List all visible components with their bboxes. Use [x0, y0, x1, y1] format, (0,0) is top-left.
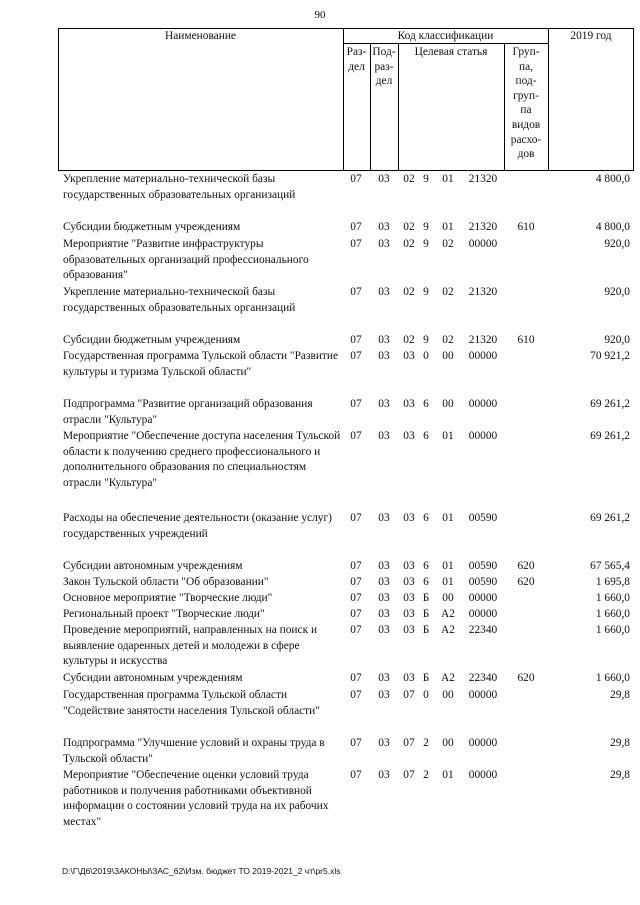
row-code-2: 03 [378, 737, 390, 749]
row-code-4: 9 [423, 221, 429, 233]
page-number: 90 [314, 9, 326, 21]
row-code-3: 03 [403, 350, 415, 362]
row-amount: 67 565,4 [590, 560, 630, 572]
row-code-6: 00000 [468, 398, 498, 410]
row-code-1: 07 [350, 737, 362, 749]
row-code-6: 21320 [468, 334, 498, 346]
row-code-6: 00590 [468, 512, 498, 524]
row-code-1: 07 [350, 624, 362, 636]
row-amount: 1 660,0 [595, 624, 630, 636]
row-code-5: А2 [441, 624, 455, 636]
row-amount: 1 660,0 [595, 672, 630, 684]
row-code-6: 00000 [468, 737, 498, 749]
row-code-1: 07 [350, 286, 362, 298]
row-amount: 4 800,0 [595, 221, 630, 233]
row-amount: 69 261,2 [590, 398, 630, 410]
row-code-3: 07 [403, 689, 415, 701]
row-name: Мероприятие "Развитие инфраструктуры образовательных организаций профессионального образования" [63, 238, 309, 282]
row-amount: 920,0 [604, 286, 630, 298]
row-code-2: 03 [378, 608, 390, 620]
row-code-1: 07 [350, 689, 362, 701]
row-name: Подпрограмма "Развитие организаций образования отрасли "Культура" [63, 398, 313, 426]
row-code-5: А2 [441, 672, 455, 684]
row-code-4: 9 [423, 238, 429, 250]
row-code-1: 07 [350, 560, 362, 572]
row-amount: 920,0 [604, 334, 630, 346]
header-razdel: Раз- дел [346, 46, 367, 73]
row-code-2: 03 [378, 624, 390, 636]
row-code-2: 03 [378, 286, 390, 298]
row-amount: 29,8 [610, 689, 630, 701]
table-header [58, 28, 634, 170]
row-code-3: 03 [403, 624, 415, 636]
row-code-6: 00590 [468, 576, 498, 588]
header-target: Целевая статья [414, 46, 488, 58]
row-code-3: 07 [403, 737, 415, 749]
row-code-4: 6 [423, 560, 429, 572]
row-code-3: 02 [403, 286, 415, 298]
row-name: Субсидии бюджетным учреждениям [63, 221, 241, 233]
row-code-2: 03 [378, 398, 390, 410]
row-name: Основное мероприятие "Творческие люди" [63, 592, 273, 604]
row-code-1: 07 [350, 769, 362, 781]
row-code-2: 03 [378, 221, 390, 233]
row-code-5: 01 [442, 512, 454, 524]
row-code-4: 6 [423, 576, 429, 588]
row-code-4: 0 [423, 689, 429, 701]
row-code-5: 01 [442, 560, 454, 572]
row-code-6: 00000 [468, 430, 498, 442]
header-year: 2019 год [570, 30, 612, 42]
row-code-1: 07 [350, 398, 362, 410]
row-code-2: 03 [378, 238, 390, 250]
row-code-5: 01 [442, 576, 454, 588]
row-code-6: 21320 [468, 221, 498, 233]
row-code-3: 03 [403, 672, 415, 684]
row-amount: 69 261,2 [590, 430, 630, 442]
row-name: Региональный проект "Творческие люди" [63, 608, 265, 620]
row-name: Укрепление материально-технической базы государственных образовательных организаций [63, 286, 296, 314]
row-code-2: 03 [378, 576, 390, 588]
row-name: Закон Тульской области "Об образовании" [63, 576, 269, 588]
row-code-1: 07 [350, 592, 362, 604]
row-code-2: 03 [378, 592, 390, 604]
row-name: Расходы на обеспечение деятельности (оказание услуг) государственных учреждений [63, 512, 332, 540]
row-code-4: 2 [423, 769, 429, 781]
row-code-2: 03 [378, 689, 390, 701]
row-code-5: 00 [442, 398, 454, 410]
row-code-6: 00590 [468, 560, 498, 572]
row-code-1: 07 [350, 608, 362, 620]
row-code-3: 03 [403, 560, 415, 572]
row-code-6: 22340 [468, 624, 498, 636]
row-code-3: 02 [403, 238, 415, 250]
row-name: Субсидии автономным учреждениям [63, 560, 243, 572]
row-code-7: 610 [517, 334, 535, 346]
row-code-3: 03 [403, 592, 415, 604]
row-code-2: 03 [378, 350, 390, 362]
row-code-6: 22340 [468, 672, 498, 684]
row-code-4: Б [422, 592, 430, 604]
row-code-4: 9 [423, 286, 429, 298]
row-name: Государственная программа Тульской области "Содействие занятости населения Тульской области" [63, 689, 320, 717]
row-code-4: 0 [423, 350, 429, 362]
row-code-6: 00000 [468, 769, 498, 781]
row-code-3: 03 [403, 430, 415, 442]
row-code-5: 01 [442, 769, 454, 781]
row-code-1: 07 [350, 430, 362, 442]
row-code-5: 01 [442, 221, 454, 233]
row-amount: 1 660,0 [595, 608, 630, 620]
row-code-3: 02 [403, 334, 415, 346]
file-path-footer: D:\Г\Д6\2019\ЗАКОНЫ\ЗАС_62\Изм. бюджет ТО 2019-2021_2 чт\pr5.xls [62, 866, 341, 876]
row-amount: 69 261,2 [590, 512, 630, 524]
row-code-3: 03 [403, 608, 415, 620]
row-amount: 4 800,0 [595, 173, 630, 185]
row-code-6: 00000 [468, 238, 498, 250]
row-name: Мероприятие "Обеспечение оценки условий труда работников и получения работниками объективной информации о состоянии условий труда на их рабочих местах" [63, 769, 329, 828]
row-code-5: 01 [442, 173, 454, 185]
row-code-6: 00000 [468, 689, 498, 701]
header-name: Наименование [165, 30, 236, 42]
row-code-5: 00 [442, 592, 454, 604]
row-code-3: 02 [403, 173, 415, 185]
row-code-5: 02 [442, 238, 454, 250]
row-code-5: 01 [442, 430, 454, 442]
header-group: Груп- па, под- груп- па видов расхо- дов [510, 46, 542, 161]
row-code-4: Б [422, 672, 430, 684]
row-code-5: 02 [442, 334, 454, 346]
row-code-5: А2 [441, 608, 455, 620]
row-code-4: 6 [423, 430, 429, 442]
row-code-4: 2 [423, 737, 429, 749]
header-podrazdel: Под- раз- дел [372, 46, 396, 88]
row-code-1: 07 [350, 173, 362, 185]
row-name: Субсидии автономным учреждениям [63, 672, 243, 684]
row-code-2: 03 [378, 334, 390, 346]
row-code-1: 07 [350, 512, 362, 524]
row-code-4: Б [422, 624, 430, 636]
row-code-1: 07 [350, 334, 362, 346]
row-code-4: 9 [423, 173, 429, 185]
row-code-7: 620 [517, 560, 535, 572]
row-amount: 1 660,0 [595, 592, 630, 604]
row-code-2: 03 [378, 430, 390, 442]
row-amount: 29,8 [610, 769, 630, 781]
row-amount: 70 921,2 [590, 350, 630, 362]
row-code-7: 620 [517, 576, 535, 588]
row-code-5: 00 [442, 689, 454, 701]
row-code-2: 03 [378, 560, 390, 572]
row-name: Укрепление материально-технической базы государственных образовательных организаций [63, 173, 296, 201]
row-name: Проведение мероприятий, направленных на поиск и выявление одаренных детей и молодежи в сфере культуры и искусства [63, 624, 318, 668]
row-code-5: 00 [442, 350, 454, 362]
row-code-6: 00000 [468, 608, 498, 620]
header-code: Код классификации [397, 30, 494, 42]
row-code-6: 21320 [468, 286, 498, 298]
row-code-1: 07 [350, 576, 362, 588]
row-amount: 920,0 [604, 238, 630, 250]
row-name: Подпрограмма "Улучшение условий и охраны труда в Тульской области" [63, 737, 325, 765]
row-name: Мероприятие "Обеспечение доступа населения Тульской области к получению среднего профессионального и дополнительного образования по специальностям отрасли "Культура" [63, 430, 341, 489]
row-code-3: 02 [403, 221, 415, 233]
row-code-6: 00000 [468, 592, 498, 604]
row-amount: 29,8 [610, 737, 630, 749]
row-code-5: 02 [442, 286, 454, 298]
row-code-4: Б [422, 608, 430, 620]
row-code-3: 03 [403, 512, 415, 524]
row-code-2: 03 [378, 512, 390, 524]
row-name: Субсидии бюджетным учреждениям [63, 334, 241, 346]
row-amount: 1 695,8 [595, 576, 630, 588]
row-code-1: 07 [350, 672, 362, 684]
row-code-6: 00000 [468, 350, 498, 362]
row-code-7: 620 [517, 672, 535, 684]
row-code-3: 03 [403, 576, 415, 588]
row-code-1: 07 [350, 221, 362, 233]
row-code-6: 21320 [468, 173, 498, 185]
row-code-7: 610 [517, 221, 535, 233]
row-code-2: 03 [378, 769, 390, 781]
row-code-4: 6 [423, 398, 429, 410]
row-code-3: 07 [403, 769, 415, 781]
row-code-2: 03 [378, 672, 390, 684]
row-code-3: 03 [403, 398, 415, 410]
row-code-4: 6 [423, 512, 429, 524]
row-code-4: 9 [423, 334, 429, 346]
row-code-1: 07 [350, 238, 362, 250]
row-name: Государственная программа Тульской области "Развитие культуры и туризма Тульской области" [63, 350, 339, 378]
row-code-1: 07 [350, 350, 362, 362]
row-code-5: 00 [442, 737, 454, 749]
row-code-2: 03 [378, 173, 390, 185]
